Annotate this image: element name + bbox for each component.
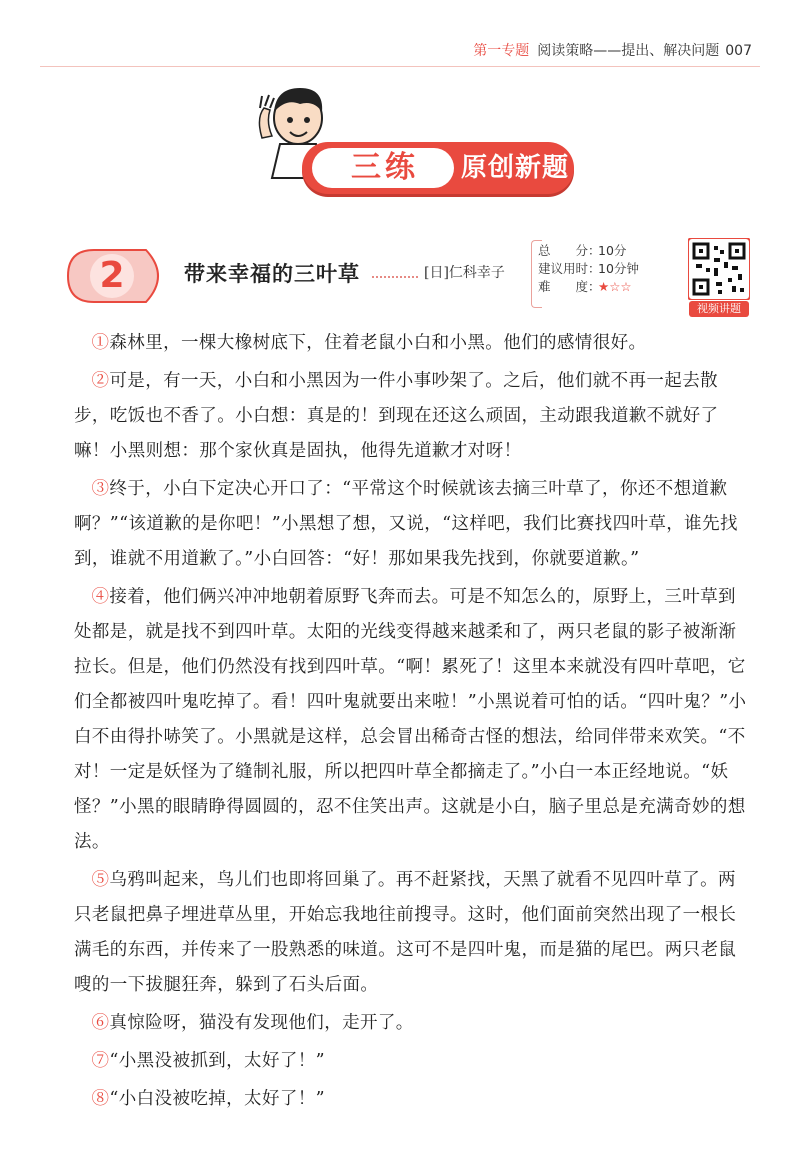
paragraph-1 bbox=[74, 326, 752, 361]
paragraph-text: 可是，有一天，小白和小黑因为一件小事吵架了。之后，他们就不再一起去散步，吃饭也不香了。小白想：真是的！到现在还这么顽固，主动跟我道歉不就好了嘛！小黑则想：那个家伙真是固执，他得先道歉才对呀！ bbox=[74, 371, 719, 461]
story-title: 带来幸福的三叶草 bbox=[184, 262, 360, 286]
paragraph-marker: ① bbox=[91, 333, 110, 353]
paragraph-2 bbox=[74, 364, 752, 469]
qr-video-label[interactable]: 视频讲题 bbox=[689, 301, 749, 317]
info-time-row bbox=[538, 260, 678, 278]
paragraph-marker: ⑥ bbox=[91, 1013, 110, 1033]
running-header bbox=[473, 40, 752, 60]
paragraph-text: 接着，他们俩兴冲冲地朝着原野飞奔而去。可是不知怎么的，原野上，三叶草到处都是，就是找不到四叶草。太阳的光线变得越来越柔和了，两只老鼠的影子被渐渐拉长。但是，他们仍然没有找到四叶草。“啊！累死了！这里本来就没有四叶草吧，它们全都被四叶鬼吃掉了。看！四叶鬼就要出来啦！”小黑说着可怕的话。“四叶鬼？”小白不由得扑哧笑了。小黑就是这样，总会冒出稀奇古怪的想法，给同伴带来欢笑。“不对！一定是妖怪为了缝制礼服，所以把四叶草全都摘走了。”小白一本正经地说。“妖怪？”小黑的眼睛睁得圆圆的，忍不住笑出声。这就是小白，脑子里总是充满奇妙的想法。 bbox=[74, 587, 747, 852]
header-title: 阅读策略——提出、解决问题 bbox=[537, 43, 720, 59]
paragraph-text: 森林里，一棵大橡树底下，住着老鼠小白和小黑。他们的感情很好。 bbox=[109, 333, 647, 353]
passage-number: 2 bbox=[99, 255, 125, 296]
paragraph-6 bbox=[74, 1006, 752, 1041]
paragraph-8 bbox=[74, 1082, 752, 1117]
title-dotted-leader bbox=[372, 276, 418, 278]
paragraph-marker: ④ bbox=[91, 587, 110, 607]
banner-left-label: 三练 bbox=[351, 150, 419, 185]
story-author: [日]仁科幸子 bbox=[424, 265, 505, 281]
passage-number-badge bbox=[64, 246, 174, 306]
paragraph-text: 终于，小白下定决心开口了：“平常这个时候就该去摘三叶草了，你还不想道歉啊？”“该道歉的是你吧！”小黑想了想，又说，“这样吧，我们比赛找四叶草，谁先找到，谁就不用道歉了。”小白回答：“好！那如果我先找到，你就要道歉。” bbox=[74, 479, 738, 569]
info-total-row bbox=[538, 242, 678, 260]
time-value: 10分钟 bbox=[598, 261, 639, 276]
paragraph-marker: ⑧ bbox=[91, 1089, 110, 1109]
difficulty-label: 难 度： bbox=[538, 279, 601, 294]
paragraph-7 bbox=[74, 1044, 752, 1079]
page-number: 007 bbox=[725, 43, 752, 59]
paragraph-text: 真惊险呀，猫没有发现他们，走开了。 bbox=[109, 1013, 414, 1033]
total-label: 总 分： bbox=[538, 243, 601, 258]
paragraph-marker: ⑦ bbox=[91, 1051, 110, 1071]
paragraph-3 bbox=[74, 472, 752, 577]
info-box bbox=[538, 242, 678, 304]
paragraph-5 bbox=[74, 863, 752, 1003]
header-divider bbox=[40, 66, 760, 67]
time-label: 建议用时： bbox=[538, 261, 601, 276]
title-banner bbox=[250, 78, 580, 208]
paragraph-text: 乌鸦叫起来，鸟儿们也即将回巢了。再不赶紧找，天黑了就看不见四叶草了。两只老鼠把鼻子埋进草丛里，开始忘我地往前搜寻。这时，他们面前突然出现了一根长满毛的东西，并传来了一股熟悉的味道。这可不是四叶鬼，而是猫的尾巴。两只老鼠嗖的一下拔腿狂奔，躲到了石头后面。 bbox=[74, 870, 737, 995]
paragraph-4 bbox=[74, 580, 752, 860]
info-difficulty-row bbox=[538, 278, 678, 296]
qr-code-icon[interactable] bbox=[688, 238, 750, 300]
story-body bbox=[74, 326, 752, 1120]
total-value: 10分 bbox=[598, 243, 627, 258]
banner-right-label: 原创新题 bbox=[460, 153, 569, 183]
difficulty-stars: ★☆☆ bbox=[598, 279, 632, 294]
paragraph-text: “小白没被吃掉，太好了！” bbox=[109, 1089, 325, 1109]
paragraph-marker: ⑤ bbox=[91, 870, 110, 890]
paragraph-marker: ② bbox=[91, 371, 110, 391]
section-label: 第一专题 bbox=[473, 43, 530, 59]
paragraph-marker: ③ bbox=[91, 479, 110, 499]
paragraph-text: “小黑没被抓到，太好了！” bbox=[109, 1051, 325, 1071]
